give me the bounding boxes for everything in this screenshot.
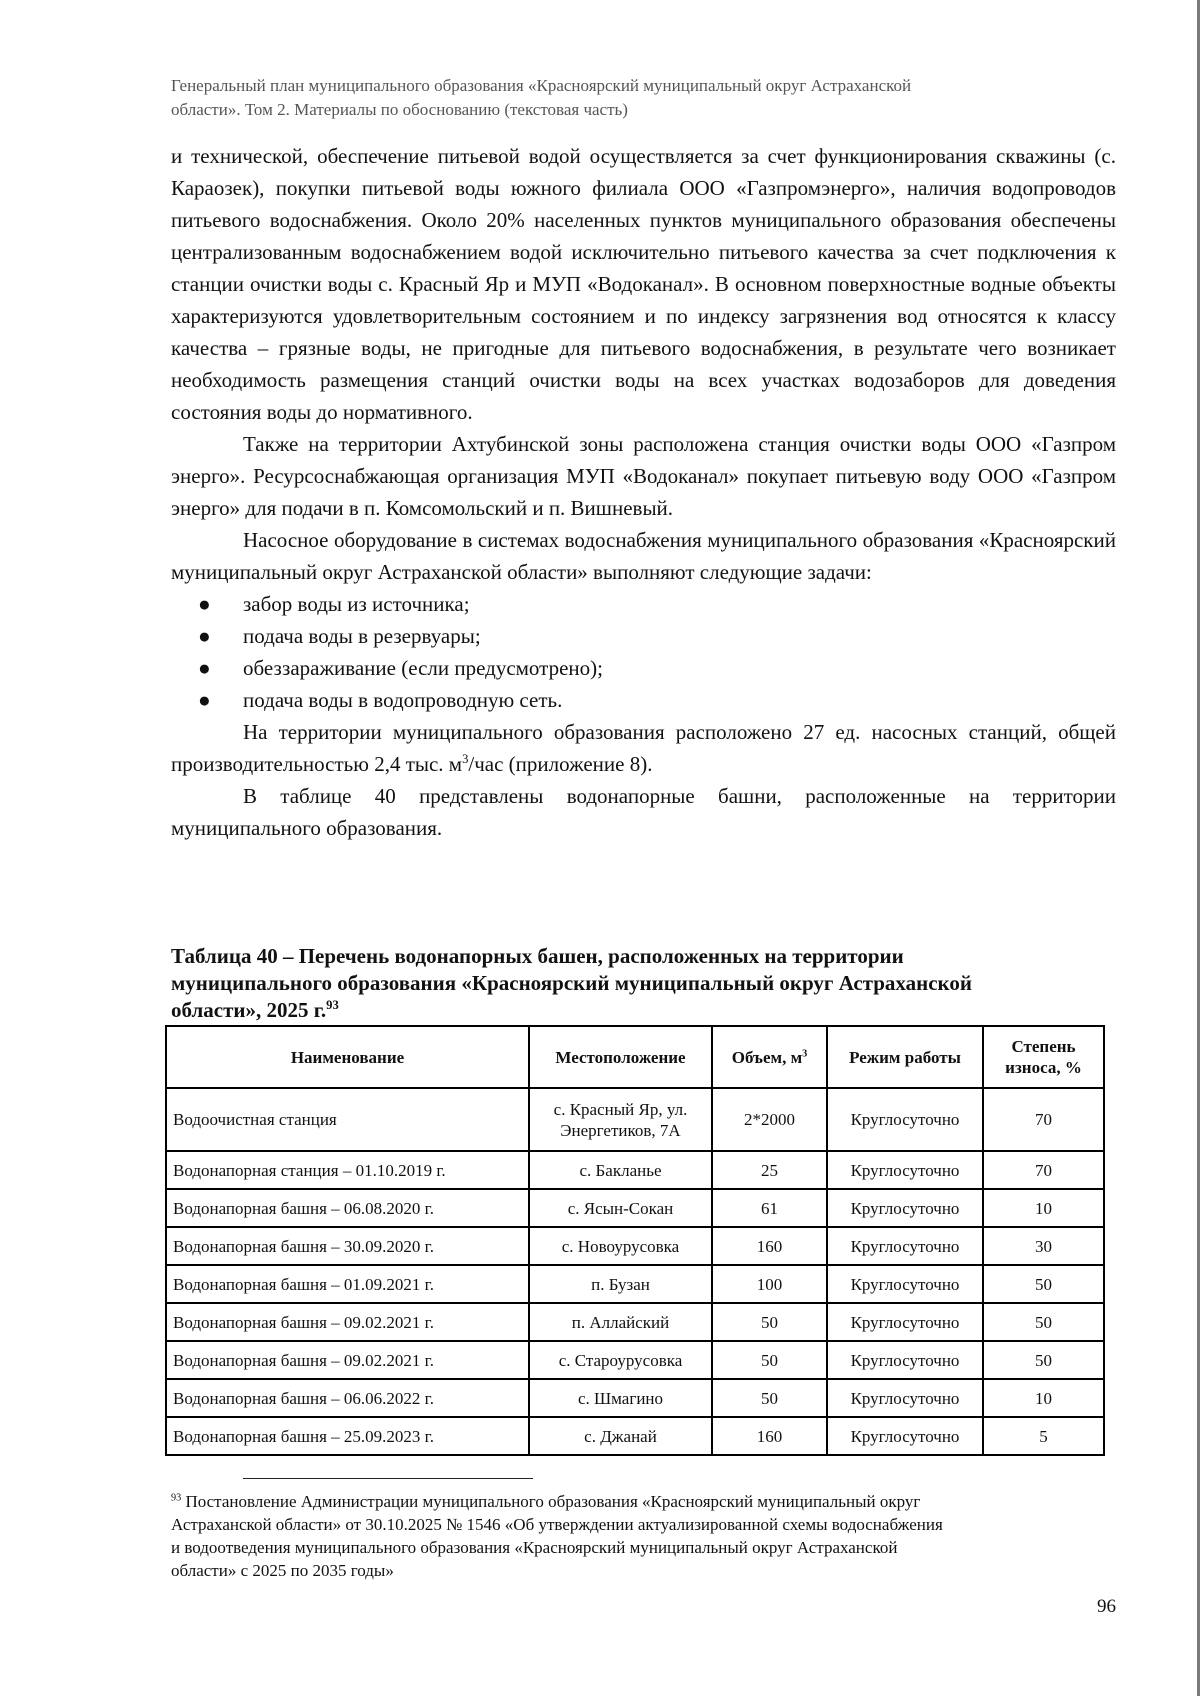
cell-wear: 30 (983, 1227, 1104, 1265)
table-caption (171, 943, 1116, 1024)
volume-header-text: Объем, м (731, 1047, 803, 1067)
column-header-mode: Режим работы (827, 1026, 983, 1088)
cell-mode: Круглосуточно (827, 1379, 983, 1417)
cell-volume: 25 (712, 1151, 827, 1189)
footnote (171, 1490, 1116, 1582)
cell-mode: Круглосуточно (827, 1303, 983, 1341)
cell-mode: Круглосуточно (827, 1088, 983, 1151)
cell-location: с. Бакланье (529, 1151, 712, 1189)
cell-name: Водоочистная станция (166, 1088, 529, 1151)
table-row (166, 1417, 1104, 1455)
table-row (166, 1341, 1104, 1379)
cell-wear: 10 (983, 1189, 1104, 1227)
table-row (166, 1151, 1104, 1189)
bullet-icon: ● (198, 592, 211, 616)
table-row (166, 1303, 1104, 1341)
cell-volume: 160 (712, 1227, 827, 1265)
cell-mode: Круглосуточно (827, 1417, 983, 1455)
table-header-row (166, 1026, 1104, 1088)
footnote-reference[interactable]: 93 (326, 998, 339, 1012)
superscript: 3 (802, 1047, 808, 1059)
cell-volume: 160 (712, 1417, 827, 1455)
list-item (171, 684, 1116, 716)
cell-wear: 5 (983, 1417, 1104, 1455)
cell-location: с. Новоурусовка (529, 1227, 712, 1265)
cell-name: Водонапорная башня – 06.06.2022 г. (166, 1379, 529, 1417)
bullet-icon: ● (198, 656, 211, 680)
water-towers-table (165, 1025, 1105, 1456)
cell-name: Водонапорная башня – 06.08.2020 г. (166, 1189, 529, 1227)
column-header-volume (712, 1026, 827, 1088)
caption-line-3 (171, 997, 1116, 1024)
cell-volume: 50 (712, 1341, 827, 1379)
paragraph-table-intro: В таблице 40 представлены водонапорные башни, расположенные на территории муниципального образования. (171, 784, 1116, 840)
table-row (166, 1227, 1104, 1265)
cell-wear: 70 (983, 1088, 1104, 1151)
column-header-wear: Степень износа, % (983, 1026, 1104, 1088)
list-item-text: забор воды из источника; (243, 592, 470, 616)
bullet-icon: ● (198, 624, 211, 648)
caption-line-1: Таблица 40 – Перечень водонапорных башен, расположенных на территории (171, 944, 904, 968)
list-item (171, 652, 1116, 684)
cell-name: Водонапорная станция – 01.10.2019 г. (166, 1151, 529, 1189)
footnote-separator (243, 1478, 533, 1479)
page-number: 96 (1097, 1596, 1116, 1617)
cell-location: с. Джанай (529, 1417, 712, 1455)
column-header-location: Местоположение (529, 1026, 712, 1088)
cell-location: с. Шмагино (529, 1379, 712, 1417)
list-item-text: подача воды в водопроводную сеть. (243, 688, 563, 712)
cell-name: Водонапорная башня – 09.02.2021 г. (166, 1303, 529, 1341)
cell-location: с. Ясын-Сокан (529, 1189, 712, 1227)
cell-mode: Круглосуточно (827, 1151, 983, 1189)
cell-volume: 100 (712, 1265, 827, 1303)
footnote-line-1-text: Постановление Администрации муниципального образования «Красноярский муниципальный округ (185, 1492, 921, 1511)
bullet-icon: ● (198, 688, 211, 712)
cell-volume: 50 (712, 1303, 827, 1341)
list-item (171, 620, 1116, 652)
pump-stations-text: На территории муниципального образования расположено 27 ед. насосных станций, общей производительностью 2,4 тыс. м (171, 720, 1116, 776)
cell-location: с. Красный Яр, ул. Энергетиков, 7А (529, 1088, 712, 1151)
cell-mode: Круглосуточно (827, 1265, 983, 1303)
cell-volume: 61 (712, 1189, 827, 1227)
caption-line-2: муниципального образования «Красноярский муниципальный округ Астраханской (171, 971, 972, 995)
footnote-line-2: Астраханской области» от 30.10.2025 № 1546 «Об утверждении актуализированной схемы водоснабжения (171, 1515, 943, 1534)
cell-location: п. Аллайский (529, 1303, 712, 1341)
cell-location: п. Бузан (529, 1265, 712, 1303)
cell-location: с. Староурусовка (529, 1341, 712, 1379)
cell-name: Водонапорная башня – 01.09.2021 г. (166, 1265, 529, 1303)
cell-volume: 2*2000 (712, 1088, 827, 1151)
header-line-2: области». Том 2. Материалы по обоснованию (текстовая часть) (171, 100, 628, 119)
running-header (171, 74, 1116, 122)
cell-wear: 10 (983, 1379, 1104, 1417)
table-row (166, 1189, 1104, 1227)
cell-mode: Круглосуточно (827, 1227, 983, 1265)
superscript: 3 (462, 752, 469, 766)
paragraph-water-supply: и технической, обеспечение питьевой водой осуществляется за счет функционирования скважины (с. Караозек), покупки питьевой воды южного филиала ООО «Газпромэнерго», наличия водопроводов питьевого водоснабжения. Около 20% населенных пунктов муниципального образования обеспечены централизованным водоснабжением водой исключительно питьевого качества за счет подключения к станции очистки воды с. Красный Яр и МУП «Водоканал». В основном поверхностные водные объекты характеризуются удовлетворительным состоянием и по индексу загрязнения вод относятся к классу качества – грязные воды, не пригодные для питьевого водоснабжения, в результате чего возникает необходимость размещения станций очистки воды на всех участках водозаборов для доведения состояния воды до нормативного. (171, 144, 1116, 424)
list-item-text: подача воды в резервуары; (243, 624, 481, 648)
body-text (171, 140, 1116, 844)
cell-name: Водонапорная башня – 30.09.2020 г. (166, 1227, 529, 1265)
caption-line-3-text: области», 2025 г. (171, 998, 327, 1022)
table-row (166, 1379, 1104, 1417)
table-row (166, 1265, 1104, 1303)
footnote-line-4: области» с 2025 по 2035 годы» (171, 1561, 394, 1580)
paragraph-akhtuba-zone: Также на территории Ахтубинской зоны расположена станция очистки воды ООО «Газпром энерго». Ресурсоснабжающая организация МУП «Водоканал» покупает питьевую воду ООО «Газпром энерго» для подачи в п. Комсомольский и п. Вишневый. (171, 432, 1116, 520)
cell-wear: 50 (983, 1341, 1104, 1379)
paragraph-pump-tasks: Насосное оборудование в системах водоснабжения муниципального образования «Красноярский муниципальный округ Астраханской области» выполняют следующие задачи: (171, 528, 1116, 584)
cell-volume: 50 (712, 1379, 827, 1417)
footnote-line-1 (171, 1490, 1116, 1513)
footnote-line-3: и водоотведения муниципального образования «Красноярский муниципальный округ Астраханской (171, 1538, 898, 1557)
task-list (171, 588, 1116, 716)
table-row (166, 1088, 1104, 1151)
column-header-name: Наименование (166, 1026, 529, 1088)
header-line-1: Генеральный план муниципального образования «Красноярский муниципальный округ Астраханской (171, 76, 912, 95)
cell-name: Водонапорная башня – 09.02.2021 г. (166, 1341, 529, 1379)
paragraph-pump-stations (171, 716, 1116, 780)
list-item-text: обеззараживание (если предусмотрено); (243, 656, 603, 680)
footnote-number: 93 (171, 1492, 182, 1504)
cell-mode: Круглосуточно (827, 1189, 983, 1227)
list-item (171, 588, 1116, 620)
cell-wear: 50 (983, 1303, 1104, 1341)
cell-name: Водонапорная башня – 25.09.2023 г. (166, 1417, 529, 1455)
cell-wear: 70 (983, 1151, 1104, 1189)
cell-mode: Круглосуточно (827, 1341, 983, 1379)
pump-stations-text-end: /час (приложение 8). (468, 752, 653, 776)
cell-wear: 50 (983, 1265, 1104, 1303)
